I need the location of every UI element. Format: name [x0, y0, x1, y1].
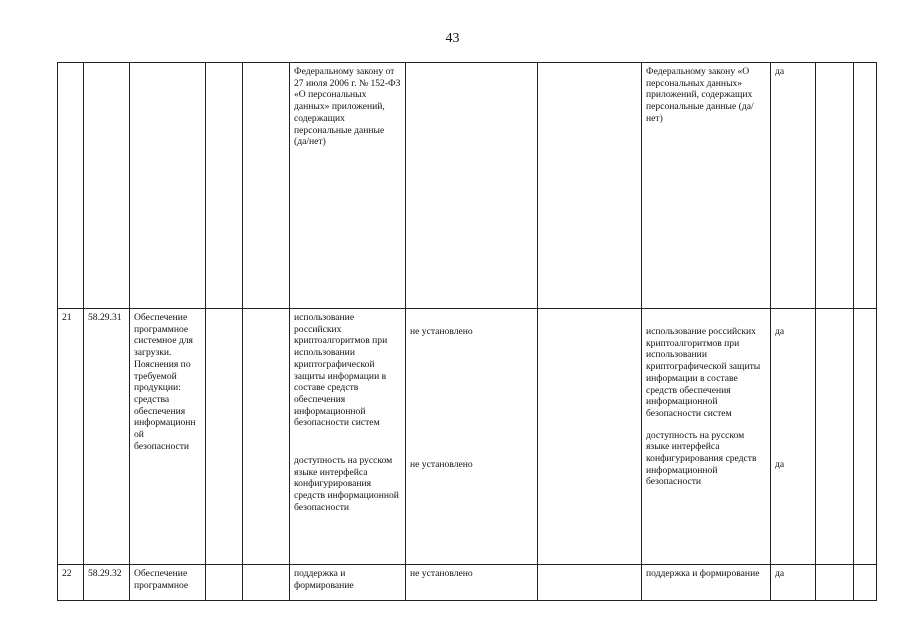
empty-cell	[854, 63, 877, 309]
characteristic-text: доступность на русском языке интерфейса конфигурирования средств информационной безопасности	[646, 429, 757, 488]
answer-cell	[771, 309, 816, 565]
empty-cell	[538, 309, 642, 565]
page-number: 43	[445, 31, 460, 46]
empty-cell	[816, 309, 854, 565]
required-value-cell: не установлено	[406, 565, 538, 601]
empty-cell	[538, 565, 642, 601]
characteristic-cell-2	[642, 63, 771, 309]
characteristic-text: использование российских криптоалгоритмов при использовании криптографической защиты информации в составе средств обеспечения информационной безопасности систем	[294, 312, 388, 429]
requirements-table	[57, 62, 877, 601]
characteristic-text: Федеральному закону от 27 июля 2006 г. № 152-ФЗ «О персональных данных» приложений, содержащих персональные данные (да/нет)	[294, 66, 401, 148]
okpd-code-cell: 58.29.32	[84, 565, 130, 601]
product-name-cell: Обеспечение программное системное для загрузки. Пояснения по требуемой продукции: средства обеспечения информационн ой безопасности	[130, 309, 206, 565]
empty-cell	[538, 63, 642, 309]
characteristic-cell: поддержка и формирование	[290, 565, 406, 601]
empty-cell	[816, 63, 854, 309]
characteristic-cell-2	[642, 309, 771, 565]
characteristic-text: Федеральному закону «О персональных данных» приложений, содержащих персональные данные (да/нет)	[646, 66, 754, 124]
row-number-cell: 22	[58, 565, 84, 601]
required-value-text: не установлено	[410, 326, 473, 337]
table-row	[58, 309, 877, 565]
characteristic-cell	[290, 309, 406, 565]
empty-cell	[206, 63, 243, 309]
characteristic-text: использование российских криптоалгоритмов при использовании криптографической защиты информации в составе средств обеспечения информационной безопасности систем	[646, 326, 761, 419]
table-row	[58, 63, 877, 309]
table-row	[58, 565, 877, 601]
characteristic-text: доступность на русском языке интерфейса конфигурирования средств информационной безопасности	[294, 455, 399, 513]
empty-cell	[854, 565, 877, 601]
answer-text: да	[775, 458, 785, 470]
okpd-code-cell	[84, 63, 130, 309]
characteristic-cell	[290, 63, 406, 309]
product-name-cell: Обеспечение программное	[130, 565, 206, 601]
row-number-cell	[58, 63, 84, 309]
empty-cell	[854, 309, 877, 565]
empty-cell	[206, 565, 243, 601]
empty-cell	[243, 565, 290, 601]
row-number-cell: 21	[58, 309, 84, 565]
required-value-cell	[406, 309, 538, 565]
characteristic-cell-2: поддержка и формирование	[642, 565, 771, 601]
empty-cell	[206, 309, 243, 565]
required-value-text: не установлено	[410, 458, 473, 470]
answer-cell: да	[771, 63, 816, 309]
answer-cell: да	[771, 565, 816, 601]
answer-text: да	[775, 326, 785, 337]
required-value-cell	[406, 63, 538, 309]
empty-cell	[243, 309, 290, 565]
empty-cell	[816, 565, 854, 601]
okpd-code-cell: 58.29.31	[84, 309, 130, 565]
product-name-cell	[130, 63, 206, 309]
empty-cell	[243, 63, 290, 309]
